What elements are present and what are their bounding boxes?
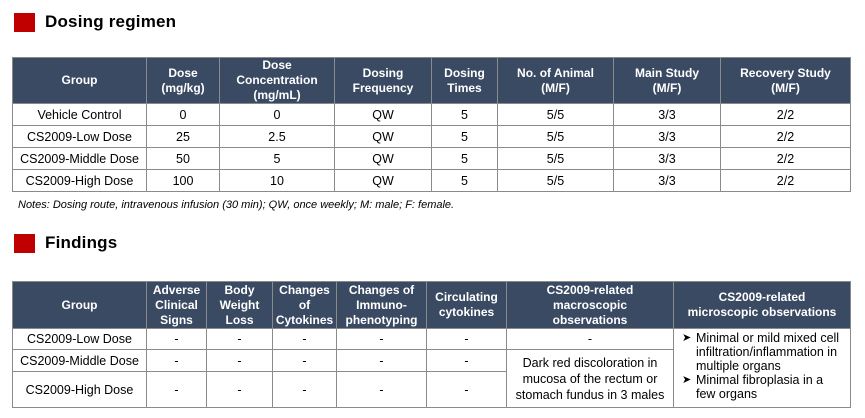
recovery-study-cell: 2/2 <box>721 126 851 148</box>
dosing-header-cell: Dose Concentration (mg/mL) <box>220 58 335 104</box>
changes-of-immunophenotyping-cell: - <box>337 329 427 350</box>
microscopic-observations-cell <box>674 329 851 408</box>
animal-count-cell: 5/5 <box>498 126 614 148</box>
dose-cell: 0 <box>147 104 220 126</box>
group-cell: CS2009-High Dose <box>13 170 147 192</box>
main-study-cell: 3/3 <box>614 104 721 126</box>
findings-section-title: Findings <box>45 233 118 252</box>
findings-header-cell: Changes of Cytokines <box>273 282 337 329</box>
animal-count-cell: 5/5 <box>498 148 614 170</box>
changes-of-cytokines-cell: - <box>273 329 337 350</box>
recovery-study-cell: 2/2 <box>721 104 851 126</box>
animal-count-cell: 5/5 <box>498 170 614 192</box>
body-weight-loss-cell: - <box>207 372 273 408</box>
dosing-frequency-cell: QW <box>335 126 432 148</box>
group-cell: CS2009-Middle Dose <box>13 350 147 372</box>
macroscopic-observations-cell: - <box>507 329 674 350</box>
main-study-cell: 3/3 <box>614 170 721 192</box>
findings-header-cell: Circulating cytokines <box>427 282 507 329</box>
dose-concentration-cell: 2.5 <box>220 126 335 148</box>
adverse-clinical-signs-cell: - <box>147 350 207 372</box>
findings-header-cell: Body Weight Loss <box>207 282 273 329</box>
findings-table <box>12 281 851 408</box>
body-weight-loss-cell: - <box>207 350 273 372</box>
dosing-body <box>13 104 851 192</box>
group-cell: Vehicle Control <box>13 104 147 126</box>
dosing-section-title: Dosing regimen <box>45 12 177 31</box>
circulating-cytokines-cell: - <box>427 350 507 372</box>
dosing-header-cell: Dosing Times <box>432 58 498 104</box>
group-cell: CS2009-Low Dose <box>13 126 147 148</box>
dosing-times-cell: 5 <box>432 126 498 148</box>
animal-count-cell: 5/5 <box>498 104 614 126</box>
dose-concentration-cell: 10 <box>220 170 335 192</box>
table-row <box>13 126 851 148</box>
circulating-cytokines-cell: - <box>427 372 507 408</box>
findings-header-cell: CS2009-related macroscopic observations <box>507 282 674 329</box>
changes-of-immunophenotyping-cell: - <box>337 350 427 372</box>
adverse-clinical-signs-cell: - <box>147 372 207 408</box>
main-study-cell: 3/3 <box>614 126 721 148</box>
dosing-header-cell: Dosing Frequency <box>335 58 432 104</box>
dosing-header-cell: Main Study (M/F) <box>614 58 721 104</box>
recovery-study-cell: 2/2 <box>721 170 851 192</box>
dosing-header-cell: Group <box>13 58 147 104</box>
dose-concentration-cell: 0 <box>220 104 335 126</box>
table-row <box>13 329 851 350</box>
dosing-header-row <box>13 58 851 104</box>
dosing-frequency-cell: QW <box>335 104 432 126</box>
dosing-header-cell: Dose (mg/kg) <box>147 58 220 104</box>
dosing-section-header <box>14 12 176 32</box>
list-item: ➤ Minimal or mild mixed cell infiltration/inflammation in multiple organs <box>682 331 840 373</box>
dosing-header-cell: No. of Animal (M/F) <box>498 58 614 104</box>
changes-of-cytokines-cell: - <box>273 372 337 408</box>
dosing-frequency-cell: QW <box>335 148 432 170</box>
main-study-cell: 3/3 <box>614 148 721 170</box>
dosing-times-cell: 5 <box>432 148 498 170</box>
changes-of-cytokines-cell: - <box>273 350 337 372</box>
red-square-icon <box>14 13 35 32</box>
body-weight-loss-cell: - <box>207 329 273 350</box>
macroscopic-observations-cell: Dark red discoloration in mucosa of the rectum or stomach fundus in 3 males <box>507 350 674 408</box>
findings-header-cell: Adverse Clinical Signs <box>147 282 207 329</box>
dosing-notes: Notes: Dosing route, intravenous infusion (30 min); QW, once weekly; M: male; F: female. <box>18 199 455 211</box>
dosing-times-cell: 5 <box>432 104 498 126</box>
group-cell: CS2009-Middle Dose <box>13 148 147 170</box>
dose-concentration-cell: 5 <box>220 148 335 170</box>
table-row <box>13 170 851 192</box>
recovery-study-cell: 2/2 <box>721 148 851 170</box>
changes-of-immunophenotyping-cell: - <box>337 372 427 408</box>
dosing-times-cell: 5 <box>432 170 498 192</box>
dosing-regimen-table <box>12 57 851 192</box>
findings-body <box>13 329 851 408</box>
findings-header-cell: Changes of Immuno- phenotyping <box>337 282 427 329</box>
table-row <box>13 148 851 170</box>
arrow-bullet-icon: ➤ <box>682 374 692 386</box>
table-row <box>13 104 851 126</box>
list-item: ➤ Minimal fibroplasia in a few organs <box>682 373 824 401</box>
group-cell: CS2009-High Dose <box>13 372 147 408</box>
circulating-cytokines-cell: - <box>427 329 507 350</box>
dose-cell: 100 <box>147 170 220 192</box>
dosing-header-cell: Recovery Study (M/F) <box>721 58 851 104</box>
dose-cell: 50 <box>147 148 220 170</box>
dose-cell: 25 <box>147 126 220 148</box>
arrow-bullet-icon: ➤ <box>682 332 692 344</box>
findings-header-cell: CS2009-related microscopic observations <box>674 282 851 329</box>
group-cell: CS2009-Low Dose <box>13 329 147 350</box>
dosing-frequency-cell: QW <box>335 170 432 192</box>
microscopic-observations-list <box>676 329 848 401</box>
findings-header-row <box>13 282 851 329</box>
findings-section-header <box>14 233 117 253</box>
adverse-clinical-signs-cell: - <box>147 329 207 350</box>
findings-header-cell: Group <box>13 282 147 329</box>
red-square-icon <box>14 234 35 253</box>
